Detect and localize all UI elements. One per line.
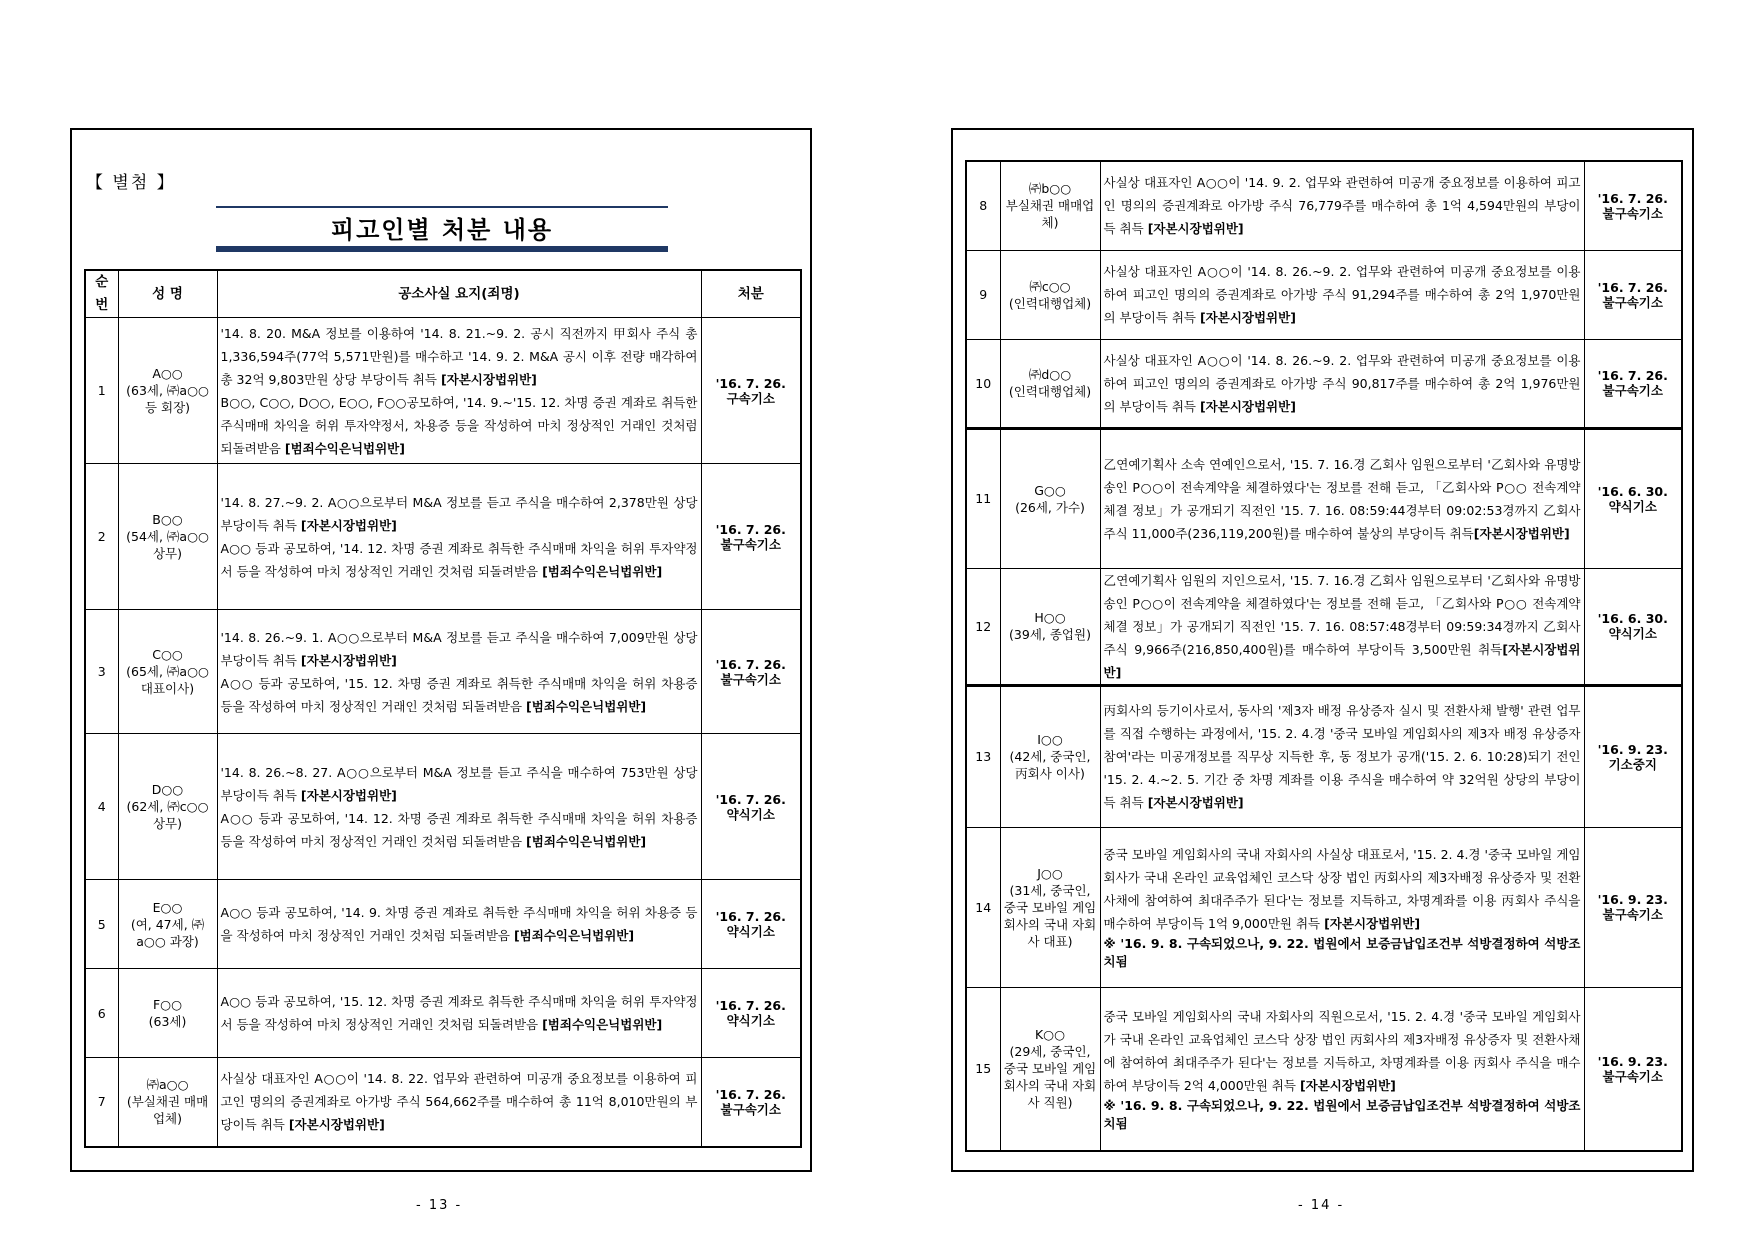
- row-name: ㈜d○○ (인력대행업체): [1000, 339, 1100, 428]
- row-content: '14. 8. 26.~9. 1. A○○으로부터 M&A 정보를 듣고 주식을 매수하여 7,009만원 상당 부당이득 취득 [자본시장법위반] A○○ 등과 공모하여, '15. 12. 차명 증권 계좌로 취득한 주식매매 차익을 허위 차용증 등을 작성하여 마치 정상적인 거래인 것처럼 되돌려받음 [범죄수익은닉법위반]: [217, 610, 701, 734]
- header-no: 순번: [85, 270, 118, 318]
- row-name: I○○ (42세, 중국인, 丙회사 이사): [1000, 685, 1100, 827]
- row-disposition: '16. 7. 26. 불구속기소: [1584, 339, 1682, 428]
- row-content: 乙연예기획사 임원의 지인으로서, '15. 7. 16.경 乙회사 임원으로부터 '乙회사와 유명방송인 P○○이 전속계약을 체결하였다'는 정보를 전해 듣고, 「乙회사와 P○○ 전속계약 체결 정보」가 공개되기 직전인 '15. 7. 16. 08:57:48경부터 09:59:34경까지 乙회사 주식 9,966주(216,850,400원)를 매수하여 부당이득 3,500만원 취득[자본시장법위반]: [1100, 568, 1584, 685]
- charge-label: [자본시장법위반]: [300, 787, 397, 803]
- row-name: C○○ (65세, ㈜a○○ 대표이사): [118, 610, 217, 734]
- row-no: 9: [966, 250, 1000, 339]
- row-name: F○○ (63세): [118, 969, 217, 1058]
- row-disposition: '16. 7. 26. 불구속기소: [701, 1058, 801, 1147]
- table-row: [966, 428, 1682, 568]
- charge-label: [범죄수익은닉법위반]: [513, 928, 635, 943]
- charge-label: [범죄수익은닉법위반]: [526, 698, 647, 714]
- row-disposition: '16. 7. 26. 약식기소: [701, 969, 801, 1058]
- title-rule-bottom: [216, 246, 668, 252]
- row-name: ㈜a○○ (부실채권 매매업체): [118, 1058, 217, 1147]
- header-name: 성 명: [118, 270, 217, 318]
- row-name: ㈜c○○ (인력대행업체): [1000, 250, 1100, 339]
- detention-note: ※ '16. 9. 8. 구속되었으나, 9. 22. 법원에서 보증금납입조건부 석방결정하여 석방조치됨: [1103, 1097, 1581, 1131]
- disposition-table-right: [965, 160, 1683, 1152]
- row-disposition: '16. 6. 30. 약식기소: [1584, 428, 1682, 568]
- table-row: [85, 318, 801, 464]
- header-content: 공소사실 요지(죄명): [217, 270, 701, 318]
- charge-label: [범죄수익은닉법위반]: [284, 440, 405, 456]
- row-content: 사실상 대표자인 A○○이 '14. 9. 2. 업무와 관련하여 미공개 중요정보를 이용하여 피고인 명의의 증권계좌로 아가방 주식 76,779주를 매수하여 총 1억 4,594만원의 부당이득 취득 [자본시장법위반]: [1100, 161, 1584, 250]
- page-13: [70, 128, 812, 1172]
- row-no: 6: [85, 969, 118, 1058]
- table-row: [966, 827, 1682, 987]
- row-no: 5: [85, 880, 118, 969]
- row-disposition: '16. 9. 23. 불구속기소: [1584, 987, 1682, 1151]
- row-no: 2: [85, 464, 118, 610]
- row-no: 7: [85, 1058, 118, 1147]
- charge-label: [자본시장법위반]: [300, 517, 397, 533]
- row-disposition: '16. 9. 23. 기소중지: [1584, 685, 1682, 827]
- header-disposition: 처분: [701, 270, 801, 318]
- row-content: 중국 모바일 게임회사의 국내 자회사의 사실상 대표로서, '15. 2. 4.경 '중국 모바일 게임회사가 국내 온라인 교육업체인 코스닥 상장 법인 丙회사의 제3자배정 유상증자 및 전환사채에 참여하여 최대주주가 된다'는 정보를 지득하고, 차명계좌를 이용 丙회사 주식을 매수하여 부당이득 1억 9,000만원 취득 [자본시장법위반] ※ '16. 9. 8. 구속되었으나, 9. 22. 법원에서 보증금납입조건부 석방결정하여 석방조치됨: [1100, 827, 1584, 987]
- row-disposition: '16. 7. 26. 불구속기소: [1584, 161, 1682, 250]
- row-disposition: '16. 7. 26. 불구속기소: [1584, 250, 1682, 339]
- table-row: [966, 568, 1682, 685]
- row-no: 12: [966, 568, 1000, 685]
- row-no: 1: [85, 318, 118, 464]
- document-title: 피고인별 처분 내용: [330, 216, 554, 244]
- charge-label: [자본시장법위반]: [1103, 641, 1581, 680]
- charge-label: [자본시장법위반]: [1147, 221, 1244, 237]
- row-content: A○○ 등과 공모하여, '14. 9. 차명 증권 계좌로 취득한 주식매매 차익을 허위 차용증 등을 작성하여 마치 정상적인 거래인 것처럼 되돌려받음 [범죄수익은닉법위반]: [217, 880, 701, 969]
- charge-label: [자본시장법위반]: [1299, 1077, 1396, 1093]
- table-row: [966, 161, 1682, 250]
- charge-label: [자본시장법위반]: [300, 652, 397, 668]
- row-no: 14: [966, 827, 1000, 987]
- row-name: D○○ (62세, ㈜c○○ 상무): [118, 734, 217, 880]
- row-name: H○○ (39세, 종업원): [1000, 568, 1100, 685]
- table-row: [966, 250, 1682, 339]
- row-no: 15: [966, 987, 1000, 1151]
- row-no: 8: [966, 161, 1000, 250]
- row-content: 丙회사의 등기이사로서, 동사의 '제3자 배정 유상증자 실시 및 전환사채 발행' 관련 업무를 직접 수행하는 과정에서, '15. 2. 4.경 '중국 모바일 게임회사의 제3자 배정 유상증자 참여'라는 미공개정보를 직무상 지득한 후, 동 정보가 공개('15. 2. 6. 10:28)되기 전인 '15. 2. 4.~2. 5. 기간 중 차명 계좌를 이용 주식을 매수하여 약 32억원 상당의 부당이득 취득 [자본시장법위반]: [1100, 685, 1584, 827]
- row-disposition: '16. 7. 26. 약식기소: [701, 734, 801, 880]
- page-number-13: - 13 -: [416, 1198, 463, 1213]
- charge-label: [자본시장법위반]: [1199, 310, 1296, 325]
- table-row: [85, 610, 801, 734]
- title-rule-top: [216, 206, 668, 208]
- row-disposition: '16. 7. 26. 불구속기소: [701, 464, 801, 610]
- row-name: ㈜b○○ 부실채권 매매업체): [1000, 161, 1100, 250]
- charge-label: [자본시장법위반]: [1147, 795, 1244, 810]
- table-row: [966, 987, 1682, 1151]
- table-row: [85, 1058, 801, 1147]
- row-name: A○○ (63세, ㈜a○○ 등 회장): [118, 318, 217, 464]
- page-14: [951, 128, 1694, 1172]
- table-row: [85, 969, 801, 1058]
- row-content: 사실상 대표자인 A○○이 '14. 8. 26.~9. 2. 업무와 관련하여 미공개 중요정보를 이용하여 피고인 명의의 증권계좌로 아가방 주식 91,294주를 매수하여 총 2억 1,970만원의 부당이득 취득 [자본시장법위반]: [1100, 250, 1584, 339]
- table-header-row: [85, 270, 801, 318]
- table-row: [85, 880, 801, 969]
- row-name: B○○ (54세, ㈜a○○ 상무): [118, 464, 217, 610]
- row-content: 중국 모바일 게임회사의 국내 자회사의 직원으로서, '15. 2. 4.경 '중국 모바일 게임회사가 국내 온라인 교육업체인 코스닥 상장 법인 丙회사의 제3자배정 유상증자 및 전환사채에 참여하여 최대주주가 된다'는 정보를 지득하고, 차명계좌를 이용 丙회사 주식을 매수하여 부당이득 2억 4,000만원 취득 [자본시장법위반] ※ '16. 9. 8. 구속되었으나, 9. 22. 법원에서 보증금납입조건부 석방결정하여 석방조치됨: [1100, 987, 1584, 1151]
- charge-label: [자본시장법위반]: [1473, 525, 1570, 541]
- row-no: 11: [966, 428, 1000, 568]
- detention-note: ※ '16. 9. 8. 구속되었으나, 9. 22. 법원에서 보증금납입조건부 석방결정하여 석방조치됨: [1103, 936, 1581, 969]
- charge-label: [범죄수익은닉법위반]: [542, 563, 663, 579]
- charge-label: [자본시장법위반]: [440, 371, 537, 387]
- charge-label: [범죄수익은닉법위반]: [542, 1017, 663, 1032]
- row-content: A○○ 등과 공모하여, '15. 12. 차명 증권 계좌로 취득한 주식매매 차익을 허위 투자약정서 등을 작성하여 마치 정상적인 거래인 것처럼 되돌려받음 [범죄수익은닉법위반]: [217, 969, 701, 1058]
- row-disposition: '16. 7. 26. 구속기소: [701, 318, 801, 464]
- row-name: E○○ (여, 47세, ㈜a○○ 과장): [118, 880, 217, 969]
- table-row: [85, 464, 801, 610]
- charge-label: [자본시장법위반]: [288, 1117, 385, 1133]
- row-content: '14. 8. 27.~9. 2. A○○으로부터 M&A 정보를 듣고 주식을 매수하여 2,378만원 상당 부당이득 취득 [자본시장법위반] A○○ 등과 공모하여, '14. 12. 차명 증권 계좌로 취득한 주식매매 차익을 허위 투자약정서 등을 작성하여 마치 정상적인 거래인 것처럼 되돌려받음 [범죄수익은닉법위반]: [217, 464, 701, 610]
- row-content: 사실상 대표자인 A○○이 '14. 8. 26.~9. 2. 업무와 관련하여 미공개 중요정보를 이용하여 피고인 명의의 증권계좌로 아가방 주식 90,817주를 매수하여 총 2억 1,976만원의 부당이득 취득 [자본시장법위반]: [1100, 339, 1584, 428]
- row-content: '14. 8. 26.~8. 27. A○○으로부터 M&A 정보를 듣고 주식을 매수하여 753만원 상당 부당이득 취득 [자본시장법위반] A○○ 등과 공모하여, '14. 12. 차명 증권 계좌로 취득한 주식매매 차익을 허위 차용증 등을 작성하여 마치 정상적인 거래인 것처럼 되돌려받음 [범죄수익은닉법위반]: [217, 734, 701, 880]
- row-disposition: '16. 6. 30. 약식기소: [1584, 568, 1682, 685]
- page-number-14: - 14 -: [1298, 1198, 1345, 1213]
- charge-label: [자본시장법위반]: [1324, 916, 1421, 931]
- attachment-label: 【 별첨 】: [86, 173, 176, 193]
- row-name: J○○ (31세, 중국인, 중국 모바일 게임회사의 국내 자회사 대표): [1000, 827, 1100, 987]
- row-disposition: '16. 9. 23. 불구속기소: [1584, 827, 1682, 987]
- row-disposition: '16. 7. 26. 약식기소: [701, 880, 801, 969]
- table-row: [85, 734, 801, 880]
- row-content: 사실상 대표자인 A○○이 '14. 8. 22. 업무와 관련하여 미공개 중요정보를 이용하여 피고인 명의의 증권계좌로 아가방 주식 564,662주를 매수하여 총 11억 8,010만원의 부당이득 취득 [자본시장법위반]: [217, 1058, 701, 1147]
- row-no: 13: [966, 685, 1000, 827]
- charge-label: [자본시장법위반]: [1199, 398, 1296, 414]
- charge-label: [범죄수익은닉법위반]: [526, 833, 647, 849]
- row-no: 4: [85, 734, 118, 880]
- row-content: '14. 8. 20. M&A 정보를 이용하여 '14. 8. 21.~9. 2. 공시 직전까지 甲회사 주식 총 1,336,594주(77억 5,571만원)를 매수하고 '14. 9. 2. M&A 공시 이후 전량 매각하여 총 32억 9,803만원 상당 부당이득 취득 [자본시장법위반] B○○, C○○, D○○, E○○, F○○공모하여, '14. 9.~'15. 12. 차명 증권 계좌로 취득한 주식매매 차익을 허위 투자약정서, 차용증 등을 작성하여 마치 정상적인 거래인 것처럼 되돌려받음 [범죄수익은닉법위반]: [217, 318, 701, 464]
- row-disposition: '16. 7. 26. 불구속기소: [701, 610, 801, 734]
- table-row: [966, 339, 1682, 428]
- table-row: [966, 685, 1682, 827]
- row-content: 乙연예기획사 소속 연예인으로서, '15. 7. 16.경 乙회사 임원으로부터 '乙회사와 유명방송인 P○○이 전속계약을 체결하였다'는 정보를 전해 듣고, 「乙회사와 P○○ 전속계약 체결 정보」가 공개되기 직전인 '15. 7. 16. 08:59:44경부터 09:02:53경까지 乙회사 주식 11,000주(236,119,200원)를 매수하여 불상의 부당이득 취득[자본시장법위반]: [1100, 428, 1584, 568]
- row-no: 10: [966, 339, 1000, 428]
- row-name: K○○ (29세, 중국인, 중국 모바일 게임회사의 국내 자회사 직원): [1000, 987, 1100, 1151]
- disposition-table-left: [84, 269, 802, 1148]
- row-name: G○○ (26세, 가수): [1000, 428, 1100, 568]
- row-no: 3: [85, 610, 118, 734]
